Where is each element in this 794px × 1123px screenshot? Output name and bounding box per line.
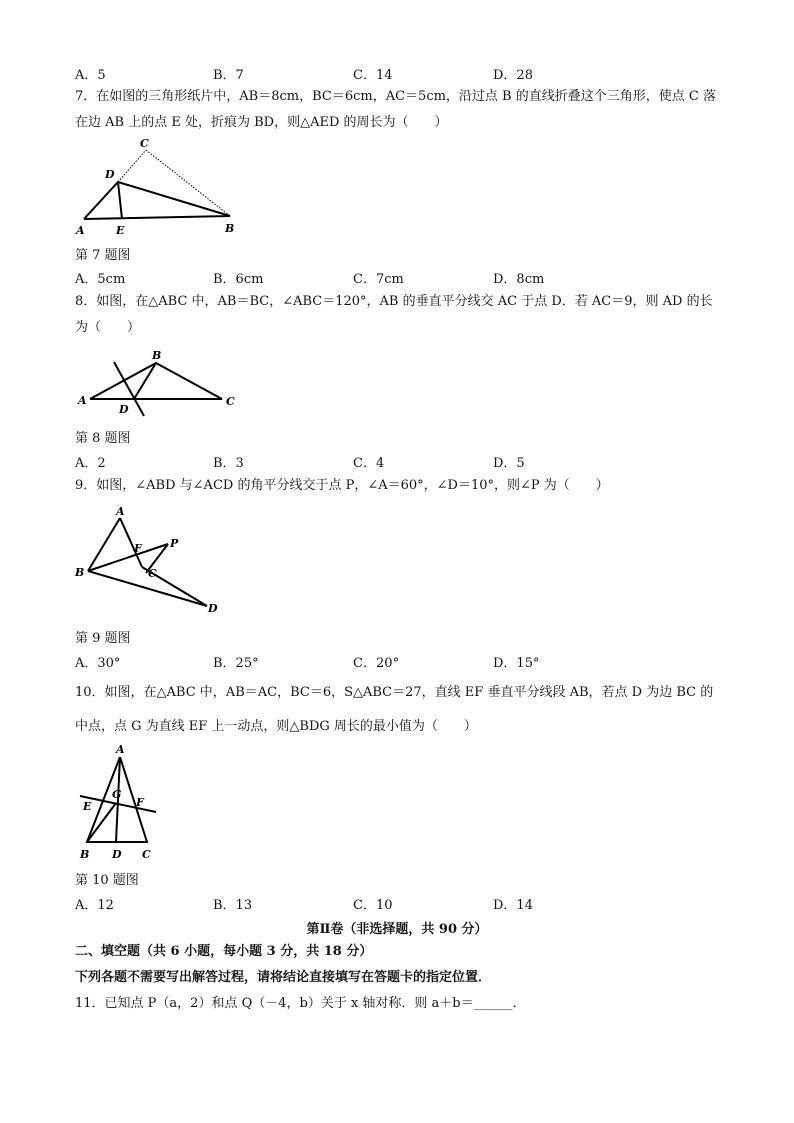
q7-option-b: B．6cm <box>213 272 264 287</box>
q8-options <box>75 452 725 470</box>
q7-label-d: D <box>105 168 115 181</box>
q9-label-d: D <box>208 602 218 615</box>
q10-option-a: A．12 <box>75 898 114 913</box>
q8-stem-line2: 为（ ） <box>75 320 141 335</box>
q9-label-c: C <box>148 567 157 580</box>
q9-label-p: P <box>170 537 179 550</box>
q6-option-c: C．14 <box>353 68 393 83</box>
q7-label-c: C <box>140 137 149 150</box>
q7-option-a: A．5cm <box>75 272 126 287</box>
q11-stem: 11．已知点 P（a，2）和点 Q（－4，b）关于 x 轴对称．则 a＋b＝______． <box>75 996 526 1011</box>
section2-heading: 二、填空题（共 6 小题，每小题 3 分，共 18 分） <box>75 944 373 959</box>
q10-label-g: G <box>112 788 122 801</box>
q9-option-b: B．25° <box>213 656 259 671</box>
q9-figure <box>72 500 232 618</box>
q9-label-a: A <box>116 505 125 518</box>
q7-stem-line1: 7．在如图的三角形纸片中，AB＝8cm，BC＝6cm，AC＝5cm，沿过点 B 的直线折叠这个三角形，使点 C 落 <box>75 89 716 104</box>
q9-option-c: C．20° <box>353 656 399 671</box>
q7-figure <box>72 134 242 238</box>
q10-option-d: D．14 <box>493 898 533 913</box>
q7-option-c: C．7cm <box>353 272 404 287</box>
q10-label-f: F <box>136 796 144 809</box>
q7-caption: 第 7 题图 <box>75 248 131 263</box>
q8-stem-line1: 8．如图，在△ABC 中，AB＝BC，∠ABC＝120°，AB 的垂直平分线交 AC 于点 D．若 AC＝9，则 AD 的长 <box>75 294 713 309</box>
q8-option-a: A．2 <box>75 456 106 471</box>
q7-label-a: A <box>76 224 85 237</box>
q9-label-b: B <box>75 566 85 579</box>
q9-stem: 9．如图，∠ABD 与∠ACD 的角平分线交于点 P，∠A＝60°，∠D＝10°，则∠P 为（ ） <box>75 478 609 493</box>
q8-label-c: C <box>226 395 235 408</box>
q9-caption: 第 9 题图 <box>75 631 131 646</box>
q10-option-b: B．13 <box>213 898 253 913</box>
q8-label-a: A <box>78 394 87 407</box>
q8-label-b: B <box>152 349 162 362</box>
q6-options <box>75 64 725 82</box>
q10-stem-line1: 10．如图，在△ABC 中，AB＝AC，BC＝6，S△ABC＝27，直线 EF 垂直平分线段 AB，若点 D 为边 BC 的 <box>75 685 714 700</box>
q10-label-b: B <box>80 848 90 861</box>
q6-option-b: B．7 <box>213 68 244 83</box>
q10-label-d: D <box>112 848 122 861</box>
q7-stem-line2: 在边 AB 上的点 E 处，折痕为 BD，则△AED 的周长为（ ） <box>75 115 448 130</box>
q10-option-c: C．10 <box>353 898 393 913</box>
q8-option-c: C．4 <box>353 456 385 471</box>
q8-caption: 第 8 题图 <box>75 431 131 446</box>
section2-instruction: 下列各题不需要写出解答过程，请将结论直接填写在答题卡的指定位置． <box>75 970 492 985</box>
q10-label-c: C <box>142 848 151 861</box>
q8-option-b: B．3 <box>213 456 244 471</box>
section2-title: 第Ⅱ卷（非选择题，共 90 分） <box>306 922 488 937</box>
q10-figure <box>72 740 172 862</box>
q9-options <box>75 652 725 670</box>
q10-stem-line2: 中点，点 G 为直线 EF 上一动点，则△BDG 周长的最小值为（ ） <box>75 719 477 734</box>
q8-option-d: D．5 <box>493 456 525 471</box>
q9-label-f: F <box>134 542 142 555</box>
q10-label-e: E <box>83 800 92 813</box>
q9-option-d: D．15° <box>493 656 540 671</box>
q10-label-a: A <box>116 743 125 756</box>
q8-figure <box>72 342 242 420</box>
q10-options <box>75 894 725 912</box>
q9-option-a: A．30° <box>75 656 121 671</box>
q8-label-d: D <box>119 403 129 416</box>
q7-option-d: D．8cm <box>493 272 545 287</box>
q6-option-a: A．5 <box>75 68 106 83</box>
q7-label-b: B <box>225 222 235 235</box>
q7-options <box>75 268 725 286</box>
q6-option-d: D．28 <box>493 68 533 83</box>
q7-label-e: E <box>116 224 125 237</box>
q10-caption: 第 10 题图 <box>75 873 139 888</box>
